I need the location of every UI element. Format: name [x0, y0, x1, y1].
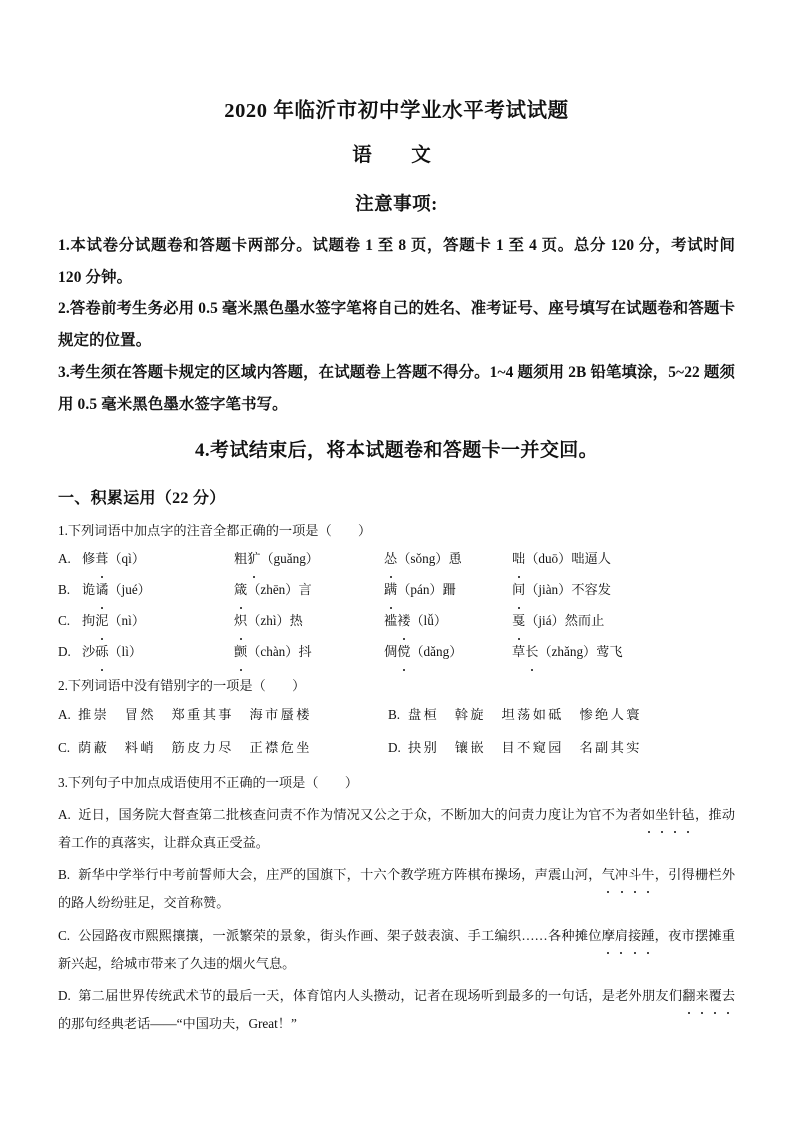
question-2-option-row[interactable]	[58, 731, 735, 764]
pinyin-text: （duō）咄逼人	[525, 550, 611, 566]
option-label: A.	[58, 707, 71, 723]
emphasis-dot-char: 翻	[682, 982, 695, 1010]
option-label: C.	[58, 613, 71, 628]
emphasis-dot-char: 冲	[615, 861, 628, 889]
option-word-cell	[384, 574, 512, 605]
dotted-idiom	[602, 867, 655, 882]
option-text-after-idiom: 的那句经典老话——“中国功夫，Great！”	[58, 1015, 297, 1031]
notice-heading: 注意事项:	[355, 194, 438, 215]
pinyin-text: （dǎng）	[410, 644, 463, 660]
question-1-options	[58, 543, 735, 667]
pinyin-text: （zhì）热	[247, 613, 303, 628]
option-text: 盘桓 斡旋 坦荡如砥 惨绝人寰	[408, 707, 642, 723]
option-word-cell: 沙砾（lì）	[82, 636, 234, 667]
question-1-option-row[interactable]	[58, 636, 735, 667]
option-word-cell	[384, 543, 512, 574]
emphasis-dot-char: 覆	[709, 982, 722, 1010]
emphasis-dot-char: 去	[722, 982, 735, 1010]
option-word-cell: 褴褛（lǚ）	[384, 605, 512, 636]
question-2-option-row[interactable]	[58, 698, 735, 731]
pinyin-text: （qì）	[108, 550, 146, 566]
emphasis-dot-char: 牛	[641, 861, 654, 889]
emphasis-dot-char: 颤	[234, 636, 247, 667]
notice-list	[58, 216, 735, 473]
option-label: D.	[58, 644, 71, 660]
emphasis-dot-char: 炽	[234, 605, 247, 636]
pinyin-text: （lì）	[108, 644, 143, 660]
pinyin-text: （jiá）然而止	[525, 613, 605, 628]
option-label: D.	[58, 988, 71, 1004]
option-label: C.	[58, 927, 71, 943]
question-2-stem: 2.下列词语中没有错别字的一项是（ ）	[58, 678, 306, 694]
question-2-option[interactable]	[388, 731, 642, 764]
option-word-cell	[234, 605, 384, 636]
notice-item-4: 4.考试结束后，将本试题卷和答题卡一并交回。	[194, 440, 599, 462]
page-title: 2020 年临沂市初中学业水平考试试题	[224, 100, 569, 122]
option-text-before-idiom: 近日，国务院大督查第二批核查问责不作为情况又公之于众，不断加大的问责力度让为官不为者	[78, 806, 642, 822]
option-label: B.	[58, 867, 71, 883]
pinyin-text: （zhēn）言	[247, 581, 312, 597]
option-word-cell	[234, 574, 384, 605]
emphasis-dot-char: 葺	[95, 543, 108, 574]
option-label: D.	[388, 740, 401, 756]
question-2-option[interactable]	[58, 698, 388, 731]
emphasis-dot-char: 蹒	[384, 574, 397, 605]
emphasis-dot-char: 砾	[95, 636, 108, 667]
option-word-cell	[234, 636, 384, 667]
emphasis-dot-char: 针	[668, 801, 681, 829]
pinyin-text: （chàn）抖	[247, 644, 312, 660]
pinyin-text: （guǎng）	[260, 550, 319, 566]
emphasis-dot-char: 泥	[95, 605, 108, 636]
question-1	[58, 512, 735, 668]
emphasis-dot-char: 摩	[602, 922, 615, 950]
option-text: 推崇 冒然 郑重其事 海市蜃楼	[78, 707, 312, 723]
emphasis-dot-char: 毡	[682, 801, 695, 829]
option-text-before-idiom: 公园路夜市熙熙攘攘，一派繁荣的景象，街头作画、架子鼓表演、手工编织……各种摊位	[78, 927, 602, 943]
pinyin-text: （jué）	[108, 581, 151, 597]
option-word-cell	[512, 574, 611, 605]
option-word-cell: 拘泥（nì）	[82, 605, 234, 636]
option-word-cell	[512, 543, 611, 574]
question-3-option[interactable]	[58, 917, 735, 977]
section-title-accumulation: 一、积累运用（22 分）	[58, 489, 226, 507]
option-word-cell: 粗犷（guǎng）	[234, 543, 384, 574]
question-2	[58, 667, 735, 764]
question-1-option-row[interactable]	[58, 605, 735, 636]
subject-title: 语 文	[352, 144, 441, 166]
pinyin-text: （pán）跚	[397, 581, 456, 597]
option-label: A.	[58, 806, 71, 822]
emphasis-dot-char: 踵	[641, 922, 654, 950]
notice-item-3: 3.考生须在答题卡规定的区域内答题，在试题卷上答题不得分。1~4 题须用 2B 铅笔填涂，5~22 题须用 0.5 毫米黑色墨水签字笔书写。	[58, 363, 735, 413]
pinyin-text: （nì）	[108, 613, 146, 628]
pinyin-text: （zhǎng）莺飞	[538, 644, 623, 660]
option-word-cell: 修葺（qì）	[82, 543, 234, 574]
emphasis-dot-char: 箴	[234, 574, 247, 605]
question-3-option[interactable]	[58, 977, 735, 1037]
emphasis-dot-char: 坐	[655, 801, 668, 829]
pinyin-text: （sǒng）恿	[397, 550, 462, 566]
question-3-stem: 3.下列句子中加点成语使用不正确的一项是（ ）	[58, 775, 359, 791]
emphasis-dot-char: 傥	[397, 636, 410, 667]
option-text-before-idiom: 第二届世界传统武术节的最后一天，体育馆内人头攒动，记者在现场听到最多的一句话，是老外朋友们	[78, 988, 683, 1004]
emphasis-dot-char: 接	[628, 922, 641, 950]
option-text-before-idiom: 新华中学举行中考前誓师大会，庄严的国旗下，十六个教学班方阵棋布操场，声震山河，	[78, 867, 602, 883]
emphasis-dot-char: 如	[642, 801, 655, 829]
emphasis-dot-char: 褛	[397, 605, 410, 636]
question-1-stem: 1.下列词语中加点字的注音全都正确的一项是（ ）	[58, 522, 372, 538]
option-word-cell: 倜傥（dǎng）	[384, 636, 512, 667]
dotted-idiom	[642, 807, 695, 822]
question-3-option[interactable]	[58, 856, 735, 916]
emphasis-dot-char: 斗	[628, 861, 641, 889]
option-text-after-idiom: ，推动着工作的真落实，让群众真正受益。	[58, 806, 736, 850]
emphasis-dot-char: 长	[525, 636, 538, 667]
question-2-options	[58, 698, 735, 764]
emphasis-dot-char: 气	[602, 861, 615, 889]
option-word-cell	[512, 605, 604, 636]
question-2-option[interactable]	[388, 698, 642, 731]
option-text: 荫蔽 料峭 筋皮力尽 正襟危坐	[78, 740, 312, 756]
question-3-option[interactable]	[58, 796, 735, 856]
emphasis-dot-char: 来	[695, 982, 708, 1010]
emphasis-dot-char: 怂	[384, 543, 397, 574]
question-1-option-row[interactable]	[58, 574, 735, 605]
question-3	[58, 764, 735, 1037]
dotted-idiom	[602, 928, 655, 943]
question-1-option-row[interactable]	[58, 543, 735, 574]
notice-item-1: 1.本试卷分试题卷和答题卡两部分。试题卷 1 至 8 页，答题卡 1 至 4 页。总分 120 分，考试时间 120 分钟。	[58, 236, 735, 286]
emphasis-dot-char: 咄	[512, 543, 525, 574]
option-word-cell: 草长（zhǎng）莺飞	[512, 636, 623, 667]
option-text: 抉别 镶嵌 目不窥园 名副其实	[408, 740, 642, 756]
emphasis-dot-char: 肩	[615, 922, 628, 950]
option-label: C.	[58, 740, 71, 756]
emphasis-dot-char: 戛	[512, 605, 525, 636]
pinyin-text: （lǚ）	[410, 613, 448, 628]
emphasis-dot-char: 谲	[95, 574, 108, 605]
option-label: A.	[58, 550, 71, 566]
option-text-after-idiom: ，引得栅栏外的路人纷纷驻足，交首称赞。	[58, 867, 736, 911]
option-label: B.	[388, 707, 401, 723]
option-word-cell: 诡谲（jué）	[82, 574, 234, 605]
option-text-after-idiom: ，夜市摆摊重新兴起，给城市带来了久违的烟火气息。	[58, 927, 736, 971]
emphasis-dot-char: 间	[512, 574, 525, 605]
question-2-option[interactable]	[58, 731, 388, 764]
option-label: B.	[58, 581, 71, 597]
notice-item-2: 2.答卷前考生务必用 0.5 毫米黑色墨水签字笔将自己的姓名、准考证号、座号填写在试题卷和答题卡规定的位置。	[58, 300, 735, 350]
dotted-idiom	[682, 988, 735, 1003]
question-3-options	[58, 796, 735, 1038]
pinyin-text: （jiàn）不容发	[525, 581, 611, 597]
emphasis-dot-char: 犷	[247, 543, 260, 574]
